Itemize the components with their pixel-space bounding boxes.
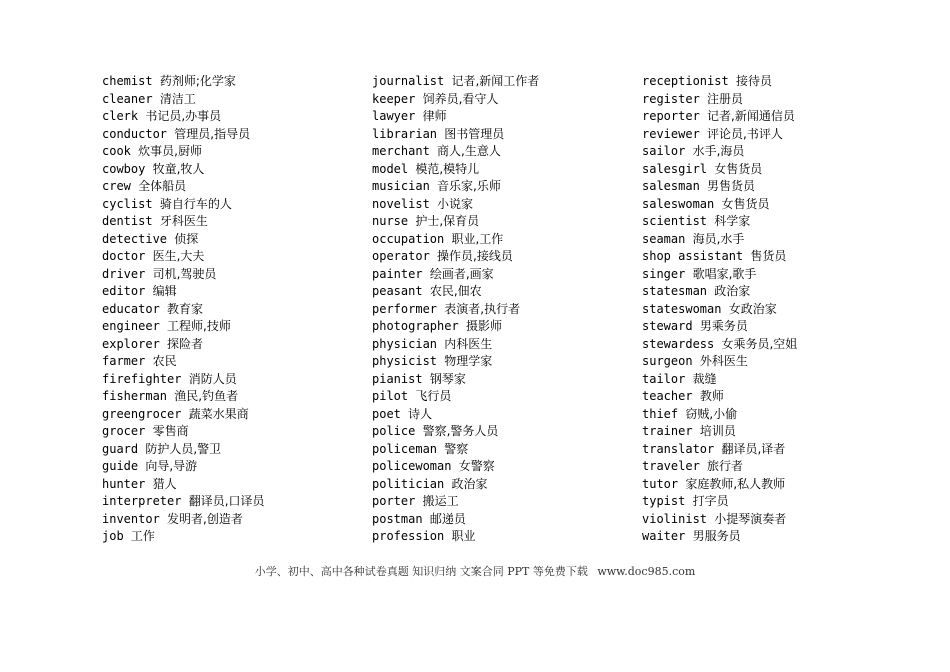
vocab-translation: 女售货员 bbox=[721, 196, 770, 211]
vocab-translation: 科学家 bbox=[714, 214, 751, 228]
vocab-word: pilot bbox=[372, 389, 409, 403]
vocab-word: novelist bbox=[372, 196, 430, 211]
vocab-word: shop assistant bbox=[642, 249, 744, 263]
vocab-entry bbox=[102, 91, 352, 109]
vocab-translation: 记者,新闻通信员 bbox=[707, 109, 795, 123]
vocab-translation: 牧童,牧人 bbox=[152, 161, 205, 176]
vocab-word: waiter bbox=[642, 529, 686, 543]
vocab-word: driver bbox=[102, 266, 146, 281]
vocab-translation: 防护人员,警卫 bbox=[145, 441, 222, 456]
vocab-entry bbox=[372, 213, 622, 231]
vocab-translation: 操作员,接线员 bbox=[437, 249, 513, 263]
vocab-entry bbox=[372, 248, 622, 266]
footer-link[interactable]: www.doc985.com bbox=[597, 565, 696, 578]
vocab-entry bbox=[372, 178, 622, 196]
vocab-word: explorer bbox=[102, 336, 160, 351]
vocab-entry bbox=[642, 178, 922, 196]
vocab-entry bbox=[372, 423, 622, 441]
vocab-word: merchant bbox=[372, 144, 430, 158]
vocab-entry bbox=[642, 73, 922, 91]
vocab-word: politician bbox=[372, 476, 445, 491]
vocab-translation: 水手,海员 bbox=[692, 144, 745, 158]
vocab-entry bbox=[102, 301, 352, 319]
vocab-entry bbox=[642, 213, 922, 231]
vocab-entry bbox=[102, 196, 352, 214]
vocab-word: violinist bbox=[642, 511, 708, 526]
vocab-word: firefighter bbox=[102, 371, 182, 386]
vocab-word: salesgirl bbox=[642, 161, 708, 176]
vocab-word: farmer bbox=[102, 354, 146, 368]
vocab-translation: 诗人 bbox=[408, 406, 433, 421]
footer-text: 小学、初中、高中各种试卷真题 知识归纳 文案合同 PPT 等免费下载 bbox=[254, 565, 588, 578]
vocab-entry bbox=[102, 493, 352, 511]
vocab-word: chemist bbox=[102, 74, 153, 88]
vocab-entry bbox=[372, 196, 622, 214]
vocab-entry bbox=[102, 528, 352, 546]
vocab-word: postman bbox=[372, 511, 423, 526]
vocab-word: model bbox=[372, 161, 409, 176]
vocab-translation: 记者,新闻工作者 bbox=[451, 74, 540, 88]
vocab-translation: 牙科医生 bbox=[159, 214, 208, 228]
vocab-entry bbox=[642, 126, 922, 144]
vocab-entry bbox=[372, 301, 622, 319]
vocab-entry bbox=[102, 143, 352, 161]
vocab-word: occupation bbox=[372, 231, 445, 246]
vocab-entry bbox=[642, 493, 922, 511]
vocab-word: saleswoman bbox=[642, 196, 715, 211]
vocab-word: police bbox=[372, 424, 416, 438]
vocab-entry bbox=[102, 458, 352, 476]
vocab-translation: 教育家 bbox=[167, 301, 204, 316]
vocab-translation: 摄影师 bbox=[465, 319, 502, 333]
vocab-translation: 编辑 bbox=[152, 284, 177, 298]
vocab-translation: 医生,大夫 bbox=[152, 249, 205, 263]
vocab-translation: 男服务员 bbox=[692, 529, 741, 543]
vocab-word: librarian bbox=[372, 126, 438, 141]
vocab-entry bbox=[372, 476, 622, 494]
vocab-entry bbox=[102, 441, 352, 459]
vocab-translation: 翻译员,口译员 bbox=[188, 494, 265, 508]
vocab-word: translator bbox=[642, 441, 715, 456]
vocab-entry bbox=[642, 371, 922, 389]
vocab-translation: 搬运工 bbox=[422, 494, 459, 508]
vocab-translation: 裁缝 bbox=[692, 371, 717, 386]
vocab-entry bbox=[102, 476, 352, 494]
vocab-translation: 外科医生 bbox=[699, 354, 748, 368]
vocab-entry bbox=[642, 161, 922, 179]
vocab-word: seaman bbox=[642, 231, 686, 246]
vocab-entry bbox=[372, 493, 622, 511]
vocab-word: steward bbox=[642, 319, 693, 333]
vocab-entry bbox=[102, 371, 352, 389]
vocab-translation: 注册员 bbox=[707, 91, 744, 106]
vocab-entry bbox=[102, 73, 352, 91]
vocab-word: cook bbox=[102, 144, 131, 158]
vocab-translation: 音乐家,乐师 bbox=[437, 179, 501, 193]
vocab-translation: 评论员,书评人 bbox=[707, 126, 783, 141]
vocab-word: profession bbox=[372, 529, 445, 543]
vocab-translation: 探险者 bbox=[167, 336, 204, 351]
vocab-word: job bbox=[102, 529, 124, 543]
vocab-translation: 商人,生意人 bbox=[437, 144, 501, 158]
vocab-entry bbox=[642, 388, 922, 406]
vocab-entry bbox=[642, 196, 922, 214]
vocab-translation: 护士,保育员 bbox=[415, 214, 480, 228]
vocab-translation: 清洁工 bbox=[159, 91, 196, 106]
vocab-word: physicist bbox=[372, 354, 438, 368]
vocab-translation: 全体船员 bbox=[138, 179, 187, 193]
vocab-word: greengrocer bbox=[102, 406, 182, 421]
vocab-translation: 侦探 bbox=[174, 231, 199, 246]
vocab-entry bbox=[642, 318, 922, 336]
vocab-entry bbox=[102, 126, 352, 144]
vocab-translation: 职业 bbox=[451, 529, 476, 543]
vocab-column-1 bbox=[102, 73, 352, 546]
vocab-entry bbox=[372, 266, 622, 284]
vocab-translation: 律师 bbox=[422, 109, 447, 123]
vocab-word: trainer bbox=[642, 424, 693, 438]
vocab-word: photographer bbox=[372, 319, 459, 333]
vocab-translation: 窃贼,小偷 bbox=[685, 406, 738, 421]
vocab-translation: 培训员 bbox=[699, 424, 736, 438]
vocab-translation: 女乘务员,空姐 bbox=[721, 336, 798, 351]
vocab-entry bbox=[642, 301, 922, 319]
vocab-word: cyclist bbox=[102, 196, 153, 211]
vocab-translation: 女售货员 bbox=[714, 161, 763, 176]
vocab-word: painter bbox=[372, 266, 423, 281]
vocab-word: salesman bbox=[642, 179, 700, 193]
vocab-word: journalist bbox=[372, 74, 445, 88]
vocab-word: operator bbox=[372, 249, 430, 263]
vocab-entry bbox=[372, 231, 622, 249]
vocab-translation: 售货员 bbox=[750, 249, 787, 263]
vocab-translation: 管理员,指导员 bbox=[174, 126, 251, 141]
vocab-translation: 农民,佃农 bbox=[429, 284, 482, 298]
vocab-translation: 教师 bbox=[699, 389, 724, 403]
vocab-entry bbox=[642, 231, 922, 249]
vocab-entry bbox=[372, 458, 622, 476]
vocab-entry bbox=[372, 143, 622, 161]
vocab-word: interpreter bbox=[102, 494, 182, 508]
vocab-entry bbox=[372, 406, 622, 424]
vocab-translation: 小提琴演奏者 bbox=[714, 511, 787, 526]
vocab-translation: 骑自行车的人 bbox=[159, 196, 232, 211]
vocab-word: detective bbox=[102, 231, 168, 246]
vocab-translation: 歌唱家,歌手 bbox=[692, 266, 757, 281]
vocab-entry bbox=[102, 178, 352, 196]
vocab-entry bbox=[102, 353, 352, 371]
vocab-translation: 男售货员 bbox=[707, 179, 756, 193]
vocab-word: nurse bbox=[372, 214, 409, 228]
vocab-word: policeman bbox=[372, 441, 438, 456]
vocab-entry bbox=[372, 108, 622, 126]
vocab-translation: 邮递员 bbox=[429, 511, 466, 526]
vocab-translation: 司机,驾驶员 bbox=[152, 266, 217, 281]
vocab-word: statesman bbox=[642, 284, 708, 298]
vocab-entry bbox=[372, 91, 622, 109]
vocab-entry bbox=[372, 511, 622, 529]
vocab-entry bbox=[102, 511, 352, 529]
vocab-word: stewardess bbox=[642, 336, 715, 351]
vocab-entry bbox=[372, 73, 622, 91]
vocab-column-3 bbox=[642, 73, 922, 546]
vocab-translation: 打字员 bbox=[692, 494, 729, 508]
vocab-translation: 海员,水手 bbox=[692, 231, 745, 246]
vocab-entry bbox=[372, 371, 622, 389]
vocab-word: singer bbox=[642, 266, 686, 281]
page-footer bbox=[0, 563, 950, 579]
vocab-word: fisherman bbox=[102, 389, 168, 403]
vocab-word: thief bbox=[642, 406, 679, 421]
vocab-word: stateswoman bbox=[642, 301, 722, 316]
vocab-translation: 物理学家 bbox=[444, 354, 493, 368]
vocab-translation: 书记员,办事员 bbox=[145, 109, 222, 123]
vocab-translation: 旅行者 bbox=[707, 459, 744, 473]
vocab-translation: 内科医生 bbox=[444, 336, 493, 351]
vocab-word: policewoman bbox=[372, 459, 452, 473]
vocab-word: dentist bbox=[102, 214, 153, 228]
vocab-word: grocer bbox=[102, 424, 146, 438]
vocab-word: poet bbox=[372, 406, 401, 421]
vocab-entry bbox=[102, 318, 352, 336]
vocab-translation: 警察 bbox=[444, 441, 469, 456]
vocab-word: crew bbox=[102, 179, 131, 193]
vocab-word: musician bbox=[372, 179, 430, 193]
vocab-entry bbox=[642, 353, 922, 371]
vocab-word: physician bbox=[372, 336, 438, 351]
vocab-entry bbox=[102, 283, 352, 301]
vocab-entry bbox=[102, 248, 352, 266]
vocab-translation: 表演者,执行者 bbox=[444, 301, 521, 316]
vocab-entry bbox=[372, 441, 622, 459]
vocab-translation: 消防人员 bbox=[188, 371, 237, 386]
vocab-word: clerk bbox=[102, 109, 139, 123]
vocab-translation: 警察,警务人员 bbox=[422, 424, 499, 438]
vocab-entry bbox=[642, 283, 922, 301]
vocab-translation: 猎人 bbox=[152, 476, 177, 491]
vocab-entry bbox=[372, 388, 622, 406]
vocab-translation: 药剂师;化学家 bbox=[159, 74, 236, 88]
vocab-word: reporter bbox=[642, 109, 700, 123]
vocab-word: porter bbox=[372, 494, 416, 508]
vocab-translation: 绘画者,画家 bbox=[429, 266, 494, 281]
vocab-translation: 工程师,技师 bbox=[167, 319, 231, 333]
vocab-entry bbox=[372, 283, 622, 301]
vocab-entry bbox=[642, 528, 922, 546]
vocab-translation: 发明者,创造者 bbox=[167, 511, 243, 526]
vocab-word: peasant bbox=[372, 284, 423, 298]
vocab-translation: 炊事员,厨师 bbox=[138, 144, 202, 158]
vocab-translation: 渔民,钓鱼者 bbox=[174, 389, 239, 403]
vocab-translation: 饲养员,看守人 bbox=[422, 91, 499, 106]
vocab-entry bbox=[372, 528, 622, 546]
vocab-word: guard bbox=[102, 441, 139, 456]
vocab-translation: 零售商 bbox=[152, 424, 189, 438]
vocab-word: surgeon bbox=[642, 354, 693, 368]
vocab-entry bbox=[642, 458, 922, 476]
vocab-word: teacher bbox=[642, 389, 693, 403]
vocab-column-2 bbox=[372, 73, 622, 546]
vocab-entry bbox=[102, 336, 352, 354]
vocab-word: lawyer bbox=[372, 109, 416, 123]
vocab-word: sailor bbox=[642, 144, 686, 158]
vocab-word: tailor bbox=[642, 371, 686, 386]
vocab-entry bbox=[642, 266, 922, 284]
vocab-translation: 职业,工作 bbox=[451, 231, 504, 246]
vocab-entry bbox=[642, 336, 922, 354]
vocab-translation: 政治家 bbox=[714, 284, 751, 298]
vocab-entry bbox=[642, 91, 922, 109]
vocab-entry bbox=[642, 476, 922, 494]
vocab-entry bbox=[102, 213, 352, 231]
vocab-translation: 翻译员,译者 bbox=[721, 441, 786, 456]
vocab-word: cleaner bbox=[102, 91, 153, 106]
vocab-entry bbox=[642, 423, 922, 441]
vocab-entry bbox=[102, 231, 352, 249]
vocab-translation: 小说家 bbox=[437, 196, 474, 211]
vocab-word: pianist bbox=[372, 371, 423, 386]
vocab-entry bbox=[372, 353, 622, 371]
vocab-word: cowboy bbox=[102, 161, 146, 176]
vocab-word: engineer bbox=[102, 319, 160, 333]
vocab-translation: 女政治家 bbox=[728, 301, 777, 316]
vocab-translation: 向导,导游 bbox=[145, 459, 198, 473]
vocab-translation: 蔬菜水果商 bbox=[188, 406, 249, 421]
vocab-word: tutor bbox=[642, 476, 679, 491]
vocab-entry bbox=[102, 388, 352, 406]
vocab-word: educator bbox=[102, 301, 160, 316]
vocab-word: traveler bbox=[642, 459, 700, 473]
vocab-word: reviewer bbox=[642, 126, 700, 141]
vocab-entry bbox=[372, 336, 622, 354]
vocab-word: inventor bbox=[102, 511, 160, 526]
vocab-translation: 钢琴家 bbox=[429, 371, 466, 386]
vocab-entry bbox=[102, 423, 352, 441]
vocab-entry bbox=[642, 441, 922, 459]
vocab-word: performer bbox=[372, 301, 438, 316]
vocab-translation: 政治家 bbox=[451, 476, 488, 491]
vocab-word: typist bbox=[642, 494, 686, 508]
vocab-word: register bbox=[642, 91, 700, 106]
vocab-translation: 模范,模特儿 bbox=[415, 161, 480, 176]
vocab-word: hunter bbox=[102, 476, 146, 491]
vocab-word: keeper bbox=[372, 91, 416, 106]
vocab-word: guide bbox=[102, 459, 139, 473]
vocab-translation: 飞行员 bbox=[415, 389, 452, 403]
vocab-entry bbox=[372, 126, 622, 144]
vocab-entry bbox=[102, 406, 352, 424]
vocab-word: receptionist bbox=[642, 74, 729, 88]
vocab-entry bbox=[642, 108, 922, 126]
vocab-entry bbox=[102, 108, 352, 126]
vocab-translation: 农民 bbox=[152, 354, 177, 368]
vocab-entry bbox=[642, 248, 922, 266]
vocab-translation: 家庭教师,私人教师 bbox=[685, 476, 786, 491]
vocab-translation: 图书管理员 bbox=[444, 126, 505, 141]
vocab-entry bbox=[642, 406, 922, 424]
vocab-entry bbox=[372, 318, 622, 336]
vocab-entry bbox=[642, 511, 922, 529]
vocab-word: editor bbox=[102, 284, 146, 298]
vocab-translation: 男乘务员 bbox=[699, 319, 748, 333]
vocab-translation: 工作 bbox=[130, 529, 155, 543]
vocab-entry bbox=[372, 161, 622, 179]
vocab-entry bbox=[642, 143, 922, 161]
vocab-word: scientist bbox=[642, 214, 708, 228]
vocab-word: conductor bbox=[102, 126, 168, 141]
vocab-entry bbox=[102, 266, 352, 284]
vocab-word: doctor bbox=[102, 249, 146, 263]
vocab-translation: 接待员 bbox=[735, 74, 772, 88]
vocab-entry bbox=[102, 161, 352, 179]
vocab-translation: 女警察 bbox=[458, 459, 495, 473]
